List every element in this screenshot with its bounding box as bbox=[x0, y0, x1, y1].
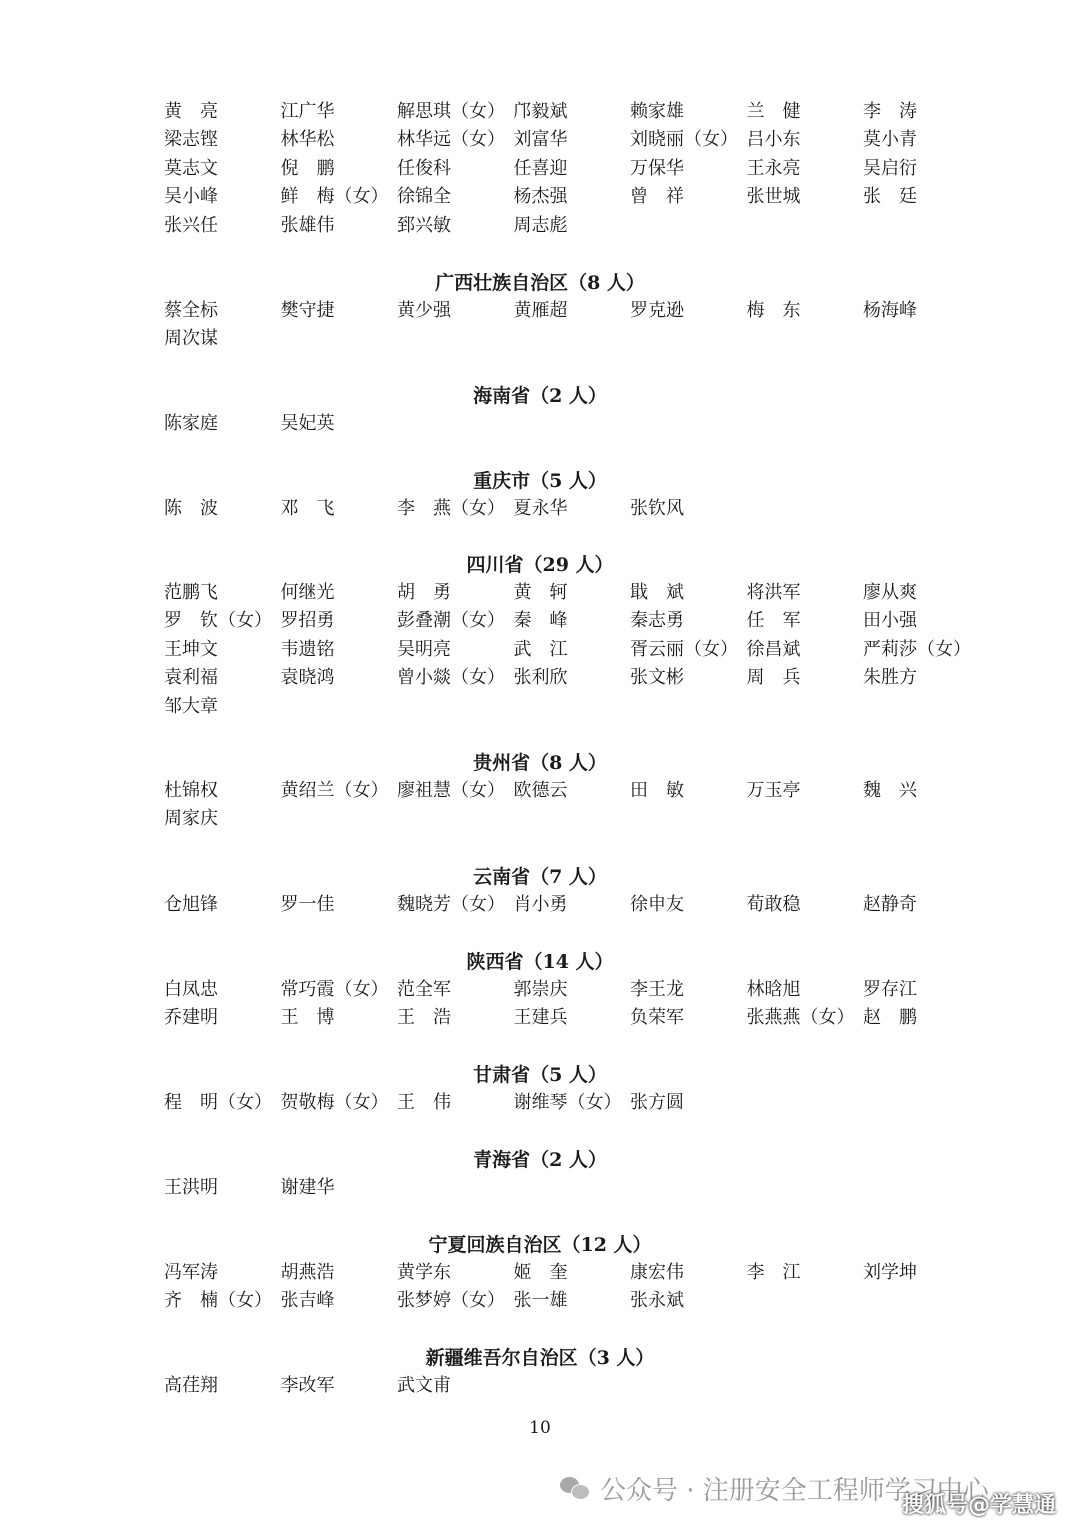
person-name: 徐昌斌 bbox=[746, 638, 801, 660]
person-name: 刘学坤 bbox=[863, 1262, 917, 1283]
person-name: 周家庆 bbox=[164, 808, 218, 830]
person-name: 张燕燕（女） bbox=[746, 1007, 855, 1029]
person-name: 鲜 梅（女） bbox=[280, 186, 389, 208]
person-name: 王 博 bbox=[280, 1007, 335, 1029]
person-name: 梁志铿 bbox=[164, 129, 218, 151]
person-name: 谢维琴（女） bbox=[513, 1092, 622, 1113]
section-yunnan bbox=[164, 863, 984, 919]
person-name: 常巧霞（女） bbox=[280, 979, 389, 1000]
person-name: 张永斌 bbox=[630, 1290, 684, 1312]
person-name: 徐申友 bbox=[630, 894, 684, 915]
person-name: 张 廷 bbox=[863, 186, 917, 208]
person-name: 莫志文 bbox=[164, 157, 218, 179]
name-row bbox=[164, 579, 984, 607]
person-name: 刘富华 bbox=[513, 129, 568, 151]
person-name: 林晗旭 bbox=[746, 979, 801, 1000]
person-name: 胡燕浩 bbox=[280, 1262, 335, 1283]
section-heading: 广西壮族自治区（8 人） bbox=[435, 272, 645, 294]
person-name: 张吉峰 bbox=[280, 1290, 335, 1312]
person-name: 肖小勇 bbox=[513, 894, 568, 915]
person-name: 徐锦全 bbox=[397, 186, 451, 208]
person-name: 罗克逊 bbox=[630, 300, 684, 321]
section-heading: 青海省（2 人） bbox=[473, 1149, 607, 1171]
person-name: 王 浩 bbox=[397, 1007, 451, 1029]
person-name: 邓 飞 bbox=[280, 498, 335, 519]
person-name: 王坤文 bbox=[164, 638, 218, 660]
section-heading: 甘肃省（5 人） bbox=[473, 1064, 607, 1086]
wechat-icon bbox=[560, 1475, 590, 1501]
person-name: 李改军 bbox=[280, 1375, 335, 1396]
name-row bbox=[164, 693, 984, 721]
person-name: 张兴任 bbox=[164, 214, 218, 236]
person-name: 何继光 bbox=[280, 582, 335, 603]
name-row bbox=[164, 636, 984, 664]
person-name: 罗招勇 bbox=[280, 610, 335, 632]
person-name: 魏 兴 bbox=[863, 780, 917, 801]
person-name: 罗存江 bbox=[863, 979, 917, 1000]
person-name: 负荣军 bbox=[630, 1007, 684, 1029]
person-name: 范鹏飞 bbox=[164, 582, 218, 603]
person-name: 赵静奇 bbox=[863, 894, 917, 915]
name-row bbox=[164, 891, 984, 919]
person-name: 胡 勇 bbox=[397, 582, 451, 603]
name-row bbox=[164, 607, 984, 635]
person-name: 王建兵 bbox=[513, 1007, 568, 1029]
person-name: 吴启衍 bbox=[863, 157, 917, 179]
person-name: 贺敬梅（女） bbox=[280, 1092, 389, 1113]
section-heading: 云南省（7 人） bbox=[473, 866, 607, 888]
person-name: 解思琪（女） bbox=[397, 101, 505, 122]
person-name: 黄 轲 bbox=[513, 582, 568, 603]
person-name: 吕小东 bbox=[746, 129, 801, 151]
person-name: 王永亮 bbox=[746, 157, 801, 179]
person-name: 秦志勇 bbox=[630, 610, 684, 632]
person-name: 齐 楠（女） bbox=[164, 1290, 272, 1312]
person-name: 冯军涛 bbox=[164, 1262, 218, 1283]
section-sichuan bbox=[164, 551, 984, 721]
name-row bbox=[164, 98, 984, 126]
section-heading: 新疆维吾尔自治区（3 人） bbox=[425, 1347, 655, 1369]
person-name: 倪 鹏 bbox=[280, 157, 335, 179]
name-row bbox=[164, 212, 984, 240]
person-name: 黄学东 bbox=[397, 1262, 451, 1283]
name-row bbox=[164, 805, 984, 833]
person-name: 张梦婷（女） bbox=[397, 1290, 505, 1312]
person-name: 郭崇庆 bbox=[513, 979, 568, 1000]
person-name: 万玉亭 bbox=[746, 780, 801, 801]
section-heading: 四川省（29 人） bbox=[466, 554, 614, 576]
section-heading: 陕西省（14 人） bbox=[466, 951, 614, 973]
person-name: 荀敢稳 bbox=[746, 894, 801, 915]
person-name: 任俊科 bbox=[397, 157, 451, 179]
person-name: 高荏翔 bbox=[164, 1375, 218, 1396]
name-row bbox=[164, 1259, 984, 1287]
person-name: 刘晓丽（女） bbox=[630, 129, 738, 151]
person-name: 郅兴敏 bbox=[397, 214, 451, 236]
person-name: 曾小燚（女） bbox=[397, 667, 505, 689]
name-row bbox=[164, 410, 984, 438]
person-name: 李 涛 bbox=[863, 101, 917, 122]
person-name: 张利欣 bbox=[513, 667, 568, 689]
person-name: 黄 亮 bbox=[164, 101, 218, 122]
person-name: 周 兵 bbox=[746, 667, 801, 689]
person-name: 秦 峰 bbox=[513, 610, 568, 632]
person-name: 任 军 bbox=[746, 610, 801, 632]
person-name: 林华松 bbox=[280, 129, 335, 151]
name-row bbox=[164, 1004, 984, 1032]
person-name: 张文彬 bbox=[630, 667, 684, 689]
person-name: 将洪军 bbox=[746, 582, 801, 603]
person-name: 吴小峰 bbox=[164, 186, 218, 208]
person-name: 周次谋 bbox=[164, 328, 218, 350]
person-name: 朱胜方 bbox=[863, 667, 917, 689]
person-name: 曾 祥 bbox=[630, 186, 684, 208]
person-name: 武 江 bbox=[513, 638, 568, 660]
person-name: 李王龙 bbox=[630, 979, 684, 1000]
person-name: 杨海峰 bbox=[863, 300, 917, 321]
person-name: 欧德云 bbox=[513, 780, 568, 801]
sohu-watermark: 搜狐号@学慧通 bbox=[901, 1493, 1056, 1518]
name-row bbox=[164, 495, 984, 523]
section-qinghai bbox=[164, 1146, 984, 1202]
section-gansu bbox=[164, 1061, 984, 1117]
name-row bbox=[164, 126, 984, 154]
person-name: 兰 健 bbox=[746, 101, 801, 122]
section-hainan bbox=[164, 382, 984, 438]
person-name: 张一雄 bbox=[513, 1290, 568, 1312]
person-name: 吴明亮 bbox=[397, 638, 451, 660]
person-name: 彭叠潮（女） bbox=[397, 610, 505, 632]
person-name: 田 敏 bbox=[630, 780, 684, 801]
person-name: 袁晓鸿 bbox=[280, 667, 335, 689]
person-name: 邹大章 bbox=[164, 695, 218, 717]
person-name: 张钦风 bbox=[630, 498, 684, 519]
person-name: 樊守捷 bbox=[280, 300, 335, 321]
person-name: 蔡全标 bbox=[164, 300, 218, 321]
person-name: 仓旭锋 bbox=[164, 894, 218, 915]
person-name: 陈 波 bbox=[164, 498, 218, 519]
person-name: 韦遗铭 bbox=[280, 638, 335, 660]
person-name: 万保华 bbox=[630, 157, 684, 179]
person-name: 任喜迎 bbox=[513, 157, 568, 179]
section-heading: 贵州省（8 人） bbox=[473, 752, 607, 774]
person-name: 张雄伟 bbox=[280, 214, 335, 236]
person-name: 周志彪 bbox=[513, 214, 568, 236]
person-name: 姬 奎 bbox=[513, 1262, 568, 1283]
footer-text: 公众号 · 注册安全工程师学习中心 bbox=[600, 1475, 989, 1506]
person-name: 梅 东 bbox=[746, 300, 801, 321]
person-name: 廖从爽 bbox=[863, 582, 917, 603]
name-list-section-continued bbox=[164, 98, 984, 240]
person-name: 林华远（女） bbox=[397, 129, 505, 151]
section-heading: 宁夏回族自治区（12 人） bbox=[428, 1234, 652, 1256]
section-heading: 海南省（2 人） bbox=[473, 385, 607, 407]
person-name: 乔建明 bbox=[164, 1007, 218, 1029]
person-name: 江广华 bbox=[280, 101, 335, 122]
section-xinjiang bbox=[164, 1344, 984, 1400]
person-name: 戢 斌 bbox=[630, 582, 684, 603]
name-row bbox=[164, 777, 984, 805]
name-row bbox=[164, 976, 984, 1004]
person-name: 陈家庭 bbox=[164, 413, 218, 434]
person-name: 胥云丽（女） bbox=[630, 638, 738, 660]
person-name: 杨杰强 bbox=[513, 186, 568, 208]
name-row bbox=[164, 1174, 984, 1202]
person-name: 赵 鹏 bbox=[863, 1007, 917, 1029]
name-row bbox=[164, 183, 984, 211]
person-name: 李 江 bbox=[746, 1262, 801, 1283]
person-name: 赖家雄 bbox=[630, 101, 684, 122]
section-chongqing bbox=[164, 467, 984, 523]
section-guizhou bbox=[164, 749, 984, 834]
person-name: 罗一佳 bbox=[280, 894, 335, 915]
person-name: 廖祖慧（女） bbox=[397, 780, 505, 801]
name-row bbox=[164, 1287, 984, 1315]
person-name: 夏永华 bbox=[513, 498, 568, 519]
name-row bbox=[164, 664, 984, 692]
name-row bbox=[164, 1372, 984, 1400]
page-number: 10 bbox=[529, 1418, 551, 1438]
person-name: 严莉莎（女） bbox=[863, 638, 971, 660]
person-name: 黄少强 bbox=[397, 300, 451, 321]
person-name: 杜锦权 bbox=[164, 780, 218, 801]
person-name: 袁利福 bbox=[164, 667, 218, 689]
person-name: 田小强 bbox=[863, 610, 917, 632]
person-name: 黄绍兰（女） bbox=[280, 780, 389, 801]
person-name: 谢建华 bbox=[280, 1177, 335, 1198]
person-name: 张世城 bbox=[746, 186, 801, 208]
person-name: 康宏伟 bbox=[630, 1262, 684, 1283]
person-name: 吴妃英 bbox=[280, 413, 335, 434]
person-name: 黄雁超 bbox=[513, 300, 568, 321]
person-name: 王洪明 bbox=[164, 1177, 218, 1198]
name-row bbox=[164, 155, 984, 183]
person-name: 王 伟 bbox=[397, 1092, 451, 1113]
person-name: 武文甫 bbox=[397, 1375, 451, 1396]
person-name: 魏晓芳（女） bbox=[397, 894, 505, 915]
person-name: 莫小青 bbox=[863, 129, 917, 151]
person-name: 李 燕（女） bbox=[397, 498, 505, 519]
person-name: 罗 钦（女） bbox=[164, 610, 272, 632]
person-name: 白凤忠 bbox=[164, 979, 218, 1000]
person-name: 邝毅斌 bbox=[513, 101, 568, 122]
section-guangxi bbox=[164, 269, 984, 354]
section-ningxia bbox=[164, 1231, 984, 1316]
name-row bbox=[164, 297, 984, 325]
name-row bbox=[164, 325, 984, 353]
person-name: 程 明（女） bbox=[164, 1092, 272, 1113]
section-shaanxi bbox=[164, 948, 984, 1033]
section-heading: 重庆市（5 人） bbox=[473, 470, 607, 492]
person-name: 范全军 bbox=[397, 979, 451, 1000]
person-name: 张方圆 bbox=[630, 1092, 684, 1113]
name-row bbox=[164, 1089, 984, 1117]
